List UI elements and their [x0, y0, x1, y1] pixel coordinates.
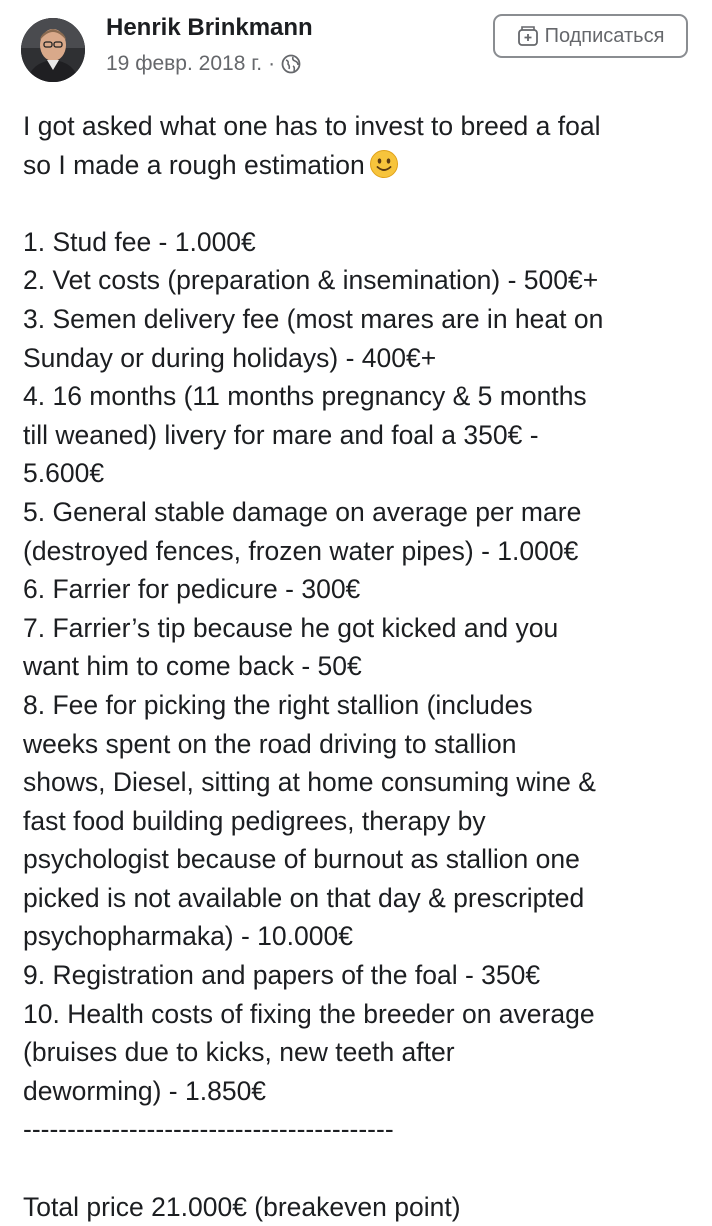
post-text-line-content: shows, Diesel, sitting at home consuming wine &: [23, 767, 596, 798]
post-text-line-content: 8. Fee for picking the right stallion (includes: [23, 689, 533, 720]
subscribe-label: Подписаться: [544, 24, 665, 47]
post-text-line: [23, 840, 703, 879]
post-text-line-content: 5. General stable damage on average per mare: [23, 496, 582, 527]
post-text-line: [23, 686, 703, 725]
post-text-line-content: (bruises due to kicks, new teeth after: [23, 1037, 455, 1068]
post-text-line: [23, 1188, 703, 1226]
post-text-line: [23, 802, 703, 841]
post-text: [23, 107, 703, 1226]
post-text-line-content: I got asked what one has to invest to breed a foal: [23, 111, 601, 141]
post-text-line-content: 5.600€: [23, 458, 105, 489]
post-text-line-content: till weaned) livery for mare and foal a 350€ -: [23, 419, 539, 450]
post-text-line-content: fast food building pedigrees, therapy by: [23, 805, 486, 836]
post-text-line: [23, 184, 703, 223]
post-text-line-content: 1. Stud fee - 1.000€: [23, 226, 256, 257]
post-text-line: [23, 956, 703, 995]
post-text-line: [23, 300, 703, 339]
post-text-line: [23, 261, 703, 300]
post-text-line-content: 2. Vet costs (preparation & insemination) - 500€+: [23, 265, 599, 296]
post-text-line: [23, 223, 703, 262]
post-text-line-content: so I made a rough estimation: [23, 149, 365, 180]
post-text-line-content: 10. Health costs of fixing the breeder on average: [23, 998, 595, 1029]
post-text-line-content: 7. Farrier’s tip because he got kicked and you: [23, 612, 559, 643]
post-text-line: [23, 570, 703, 609]
post-text-line-content: weeks spent on the road driving to stallion: [23, 728, 517, 759]
post-text-line-content: 6. Farrier for pedicure - 300€: [23, 574, 361, 605]
post-meta: [106, 52, 301, 76]
meta-separator: ·: [268, 52, 276, 75]
post-text-line-content: deworming) - 1.850€: [23, 1075, 267, 1106]
post-text-line: [23, 879, 703, 918]
post-text-line: [23, 146, 703, 185]
post-header: [0, 0, 712, 100]
globe-icon[interactable]: [281, 54, 301, 74]
subscribe-button[interactable]: [493, 14, 688, 58]
post-text-line-content: psychologist because of burnout as stallion one: [23, 844, 580, 875]
post-text-line-content: 4. 16 months (11 months pregnancy & 5 months: [23, 381, 587, 412]
avatar-photo: [21, 18, 85, 82]
post-text-line: [23, 339, 703, 378]
subscribe-icon: [517, 25, 539, 47]
post-text-line: [23, 1033, 703, 1072]
post-text-line-content: Sunday or during holidays) - 400€+: [23, 342, 437, 373]
post-text-line: [23, 1149, 703, 1188]
post-text-line: [23, 416, 703, 455]
post-text-line: [23, 647, 703, 686]
post-text-line: [23, 532, 703, 571]
post-text-line: [23, 995, 703, 1034]
author-name[interactable]: Henrik Brinkmann: [106, 14, 313, 41]
post-text-line-content: ------------------------------------------: [23, 1114, 394, 1145]
post-text-line: [23, 609, 703, 648]
post-text-line: [23, 454, 703, 493]
post-text-line: [23, 107, 703, 146]
post-text-line: [23, 377, 703, 416]
avatar[interactable]: [21, 18, 85, 82]
post-text-line-content: picked is not available on that day & prescripted: [23, 882, 585, 913]
post-text-line: [23, 917, 703, 956]
post-text-line-content: 3. Semen delivery fee (most mares are in heat on: [23, 303, 604, 334]
post-text-line: [23, 1110, 703, 1149]
slightly-smiling-face-icon: [369, 149, 399, 179]
post-date[interactable]: 19 февр. 2018 г.: [106, 52, 263, 75]
post-text-line-content: 9. Registration and papers of the foal - 350€: [23, 960, 541, 991]
post-text-line: [23, 763, 703, 802]
post-text-line-content: psychopharmaka) - 10.000€: [23, 921, 353, 952]
post-text-line-content: Total price 21.000€ (breakeven point): [23, 1191, 461, 1222]
post-text-line: [23, 493, 703, 532]
post-text-line-content: (destroyed fences, frozen water pipes) - 1.000€: [23, 535, 579, 566]
post-text-line: [23, 1072, 703, 1111]
post-text-line: [23, 725, 703, 764]
post-text-line-content: want him to come back - 50€: [23, 651, 362, 682]
